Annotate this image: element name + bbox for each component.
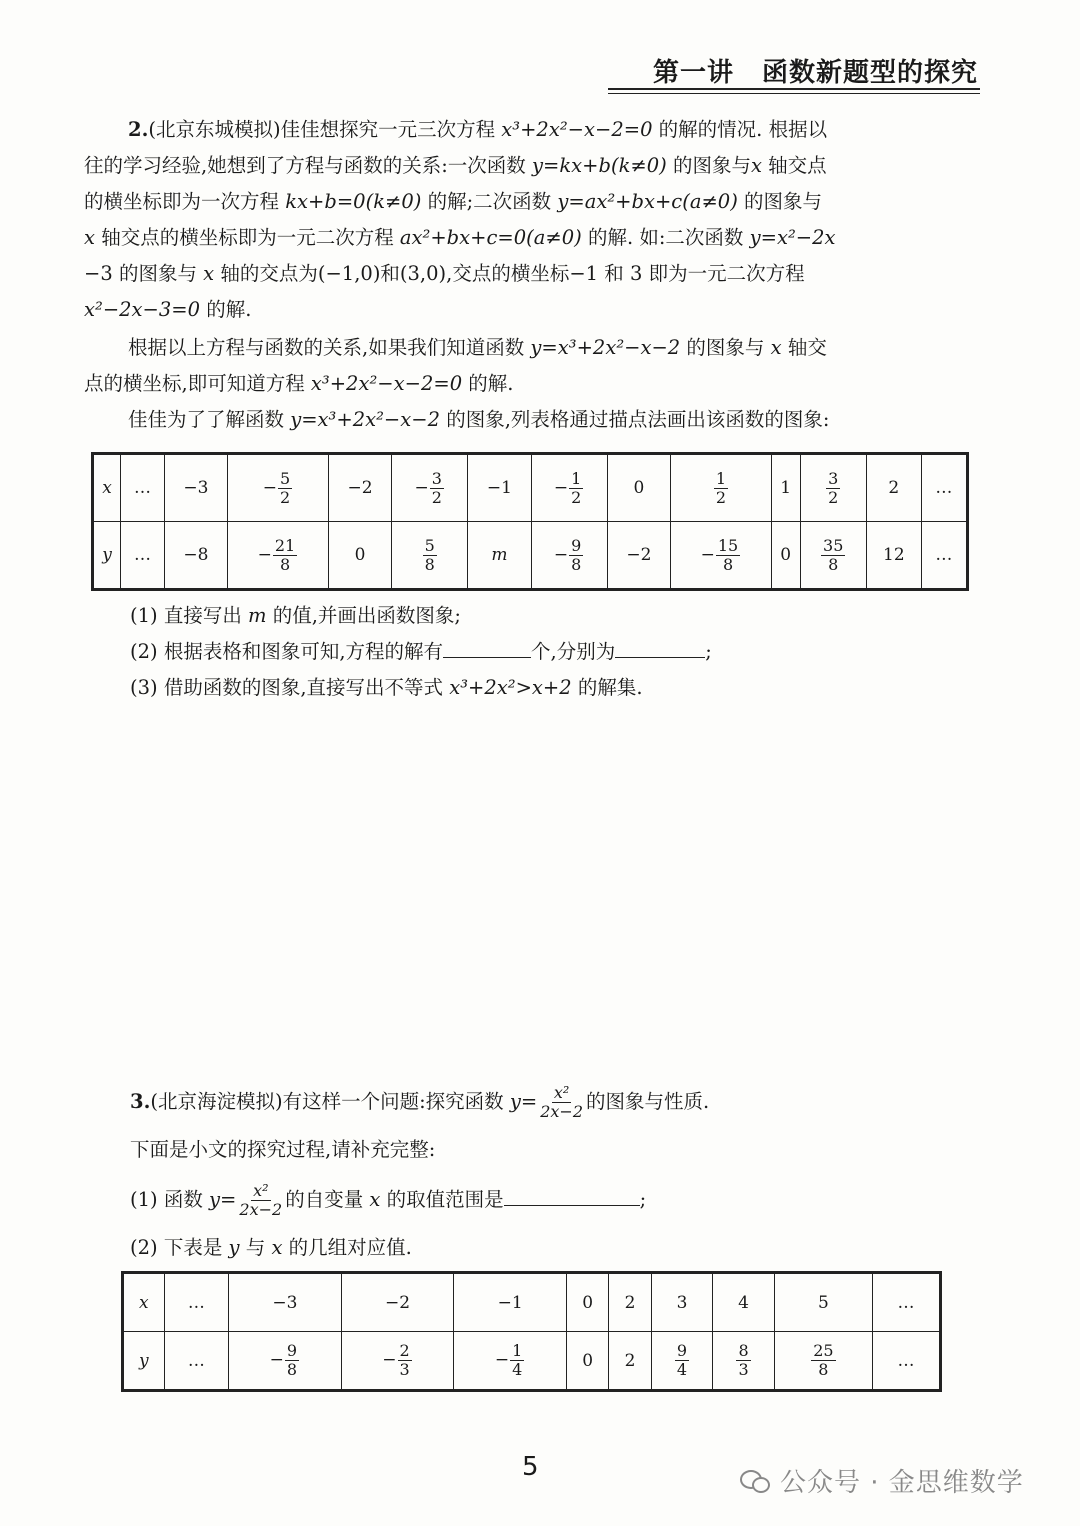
table-cell: $\frac{1}{2}$ xyxy=(670,454,771,522)
math-expression: y= xyxy=(509,1090,538,1113)
math-var: x xyxy=(750,154,762,177)
math-expression: x³+2x²−x−2=0 xyxy=(501,118,653,141)
math-var: m xyxy=(248,604,267,627)
math-expression: x³+2x²−x−2=0 xyxy=(310,372,463,395)
text: ; xyxy=(639,1188,647,1211)
table-cell: 5 xyxy=(774,1273,872,1332)
table-cell: y xyxy=(93,522,121,590)
answer-blank[interactable] xyxy=(615,635,705,658)
header-rule-thin xyxy=(608,93,980,94)
table-2 xyxy=(121,1271,942,1392)
text: 佳佳为了了解函数 xyxy=(128,408,291,431)
q2-sub-2 xyxy=(130,634,980,670)
table-cell: 12 xyxy=(866,522,921,590)
fraction: $\frac{\text{x²}}{2x-2}$ xyxy=(540,1083,584,1121)
math-expression: x³+2x²>x+2 xyxy=(449,676,572,699)
table-cell: … xyxy=(921,522,967,590)
table-row-y xyxy=(123,1332,941,1391)
text: 点的横坐标,即可知道方程 xyxy=(84,372,311,395)
question-source: (北京东城模拟) xyxy=(148,118,281,141)
text: (2) 下表是 xyxy=(130,1236,229,1259)
watermark xyxy=(740,1462,1024,1499)
text: 的值,并画出函数图象; xyxy=(266,604,461,627)
table-row-x xyxy=(123,1273,941,1332)
text: 轴交点的横坐标即为一元二次方程 xyxy=(95,226,400,249)
q2-sub-3 xyxy=(130,670,980,706)
table-cell: $\frac{9}{4}$ xyxy=(651,1332,713,1391)
text: (1) 函数 xyxy=(130,1188,210,1211)
table-cell: $\frac{3}{2}$ xyxy=(800,454,866,522)
table-cell: −3 xyxy=(164,454,227,522)
table-cell: m xyxy=(468,522,531,590)
table-row-y xyxy=(93,522,968,590)
table-cell: … xyxy=(164,1273,228,1332)
table-cell: −2 xyxy=(607,522,670,590)
table-cell: 2 xyxy=(609,1273,651,1332)
q2-line-3 xyxy=(84,184,984,220)
wechat-icon xyxy=(740,1468,770,1494)
table-cell: −8 xyxy=(164,522,227,590)
header xyxy=(653,52,978,89)
table-cell: −1 xyxy=(454,1273,567,1332)
text: 的图象与 xyxy=(666,154,751,177)
table-cell: $\frac{8}{3}$ xyxy=(713,1332,775,1391)
math-expression: ax²+bx+c=0(a≠0) xyxy=(399,226,582,249)
table-1 xyxy=(91,452,969,591)
table-cell: − $\frac{21}{8}$ xyxy=(227,522,328,590)
text: ; xyxy=(705,640,712,663)
math-var: x xyxy=(770,336,782,359)
q3-line-2: 下面是小文的探究过程,请补充完整: xyxy=(130,1138,436,1161)
table-cell: −1 xyxy=(468,454,531,522)
table-cell: $\frac{25}{8}$ xyxy=(774,1332,872,1391)
text: 往的学习经验,她想到了方程与函数的关系:一次函数 xyxy=(84,154,532,177)
text: 与 xyxy=(239,1236,272,1259)
q2-subquestions xyxy=(130,598,980,706)
table-cell: − $\frac{3}{2}$ xyxy=(392,454,468,522)
q2-line-2 xyxy=(84,148,984,184)
text: 的图象,列表格通过描点法画出该函数的图象: xyxy=(440,408,830,431)
table-cell: −2 xyxy=(328,454,391,522)
q2-line-5 xyxy=(84,256,984,292)
text: 有这样一个问题:探究函数 xyxy=(282,1090,510,1113)
math-var: x xyxy=(84,226,95,249)
table-cell: … xyxy=(164,1332,228,1391)
text: 的解. xyxy=(462,372,514,395)
question-source: (北京海淀模拟) xyxy=(150,1090,283,1113)
lecture-label: 第一讲 xyxy=(652,58,734,88)
math-expression: y=ax²+bx+c(a≠0) xyxy=(557,190,738,213)
q2-p2-line-1 xyxy=(84,330,984,366)
table-cell: … xyxy=(872,1332,940,1391)
table-cell: 2 xyxy=(866,454,921,522)
question-number: 2. xyxy=(128,118,149,141)
text: 的图象与 xyxy=(680,336,771,359)
math-var: y xyxy=(228,1236,240,1259)
text: 的几组对应值. xyxy=(282,1236,412,1259)
table-cell: 0 xyxy=(328,522,391,590)
text: −3 的图象与 xyxy=(84,262,204,285)
page-number: 5 xyxy=(522,1452,539,1482)
table-cell: x xyxy=(123,1273,165,1332)
math-expression: x²−2x−3=0 xyxy=(84,298,201,321)
table-cell: $\frac{35}{8}$ xyxy=(800,522,866,590)
question-2 xyxy=(84,112,984,438)
table-cell: − $\frac{9}{8}$ xyxy=(229,1332,342,1391)
math-expression: kx+b=0(k≠0) xyxy=(285,190,422,213)
text: 的解集. xyxy=(571,676,643,699)
table-cell: 0 xyxy=(566,1273,608,1332)
table-cell: − $\frac{1}{4}$ xyxy=(454,1332,567,1391)
text: 的横坐标即为一次方程 xyxy=(84,190,286,213)
table-cell: − $\frac{15}{8}$ xyxy=(670,522,771,590)
table-cell: 1 xyxy=(771,454,800,522)
math-var: x xyxy=(203,262,215,285)
math-expression: y= xyxy=(209,1188,237,1211)
text: 轴的交点为(−1,0)和(3,0),交点的横坐标−1 和 3 即为一元二次方程 xyxy=(214,262,805,285)
header-rule xyxy=(608,88,980,90)
q2-p2-line-2 xyxy=(84,366,984,402)
table-cell: −2 xyxy=(341,1273,454,1332)
text: 根据以上方程与函数的关系,如果我们知道函数 xyxy=(128,336,531,359)
math-expression: y=x²−2x xyxy=(749,226,836,249)
table-cell: 2 xyxy=(609,1332,651,1391)
q2-line-1 xyxy=(84,112,984,148)
text: 的图象与 xyxy=(737,190,823,213)
table-cell: … xyxy=(121,454,165,522)
text: 的解的情况. 根据以 xyxy=(652,118,828,141)
q2-sub-1 xyxy=(130,598,980,634)
text: 的解. xyxy=(200,298,252,321)
table-cell: … xyxy=(121,522,165,590)
table-cell: 0 xyxy=(771,522,800,590)
q3-line-4 xyxy=(130,1230,980,1266)
math-expression: y=x³+2x²−x−2 xyxy=(530,336,681,359)
text: 个,分别为 xyxy=(531,640,616,663)
text: 的解;二次函数 xyxy=(421,190,558,213)
fraction: $\frac{\text{x²}}{2x-2}$ xyxy=(239,1181,283,1219)
text: (2) 根据表格和图象可知,方程的解有 xyxy=(130,640,444,663)
text: 轴交 xyxy=(781,336,827,359)
table-cell: $\frac{5}{8}$ xyxy=(392,522,468,590)
text: 的解. 如:二次函数 xyxy=(581,226,750,249)
table-cell: 0 xyxy=(607,454,670,522)
question-number: 3. xyxy=(130,1090,151,1113)
text: 的自变量 xyxy=(285,1188,370,1211)
q2-line-6 xyxy=(84,292,984,328)
math-expression: y=x³+2x²−x−2 xyxy=(290,408,441,431)
question-3 xyxy=(130,1076,980,1266)
math-var: x xyxy=(369,1188,381,1211)
table-cell: −3 xyxy=(229,1273,342,1332)
q3-line-1 xyxy=(130,1076,980,1128)
text: 佳佳想探究一元三次方程 xyxy=(280,118,502,141)
table-cell: 0 xyxy=(566,1332,608,1391)
table-cell: … xyxy=(872,1273,940,1332)
table-cell: − $\frac{9}{8}$ xyxy=(531,522,607,590)
math-expression: y=kx+b(k≠0) xyxy=(531,154,667,177)
table-cell: 4 xyxy=(713,1273,775,1332)
table-cell: − $\frac{5}{2}$ xyxy=(227,454,328,522)
text: 轴交点 xyxy=(761,154,827,177)
table-cell: 3 xyxy=(651,1273,713,1332)
text: (3) 借助函数的图象,直接写出不等式 xyxy=(130,676,450,699)
q2-p3-line xyxy=(84,402,984,438)
table-cell: − $\frac{1}{2}$ xyxy=(531,454,607,522)
math-var: x xyxy=(271,1236,283,1259)
table-cell: … xyxy=(921,454,967,522)
chapter-title: 函数新题型的探究 xyxy=(761,58,978,88)
text: 的图象与性质. xyxy=(586,1090,710,1113)
table-row-x xyxy=(93,454,968,522)
table-cell: x xyxy=(93,454,121,522)
q3-line-3 xyxy=(130,1170,980,1230)
text: 的取值范围是 xyxy=(380,1188,504,1211)
answer-blank[interactable] xyxy=(443,635,531,658)
q2-line-4 xyxy=(84,220,984,256)
table-cell: y xyxy=(123,1332,165,1391)
watermark-text: 公众号 · 金思维数学 xyxy=(780,1468,1024,1498)
table-cell: − $\frac{2}{3}$ xyxy=(341,1332,454,1391)
answer-blank[interactable] xyxy=(504,1183,640,1206)
text: (1) 直接写出 xyxy=(130,604,249,627)
